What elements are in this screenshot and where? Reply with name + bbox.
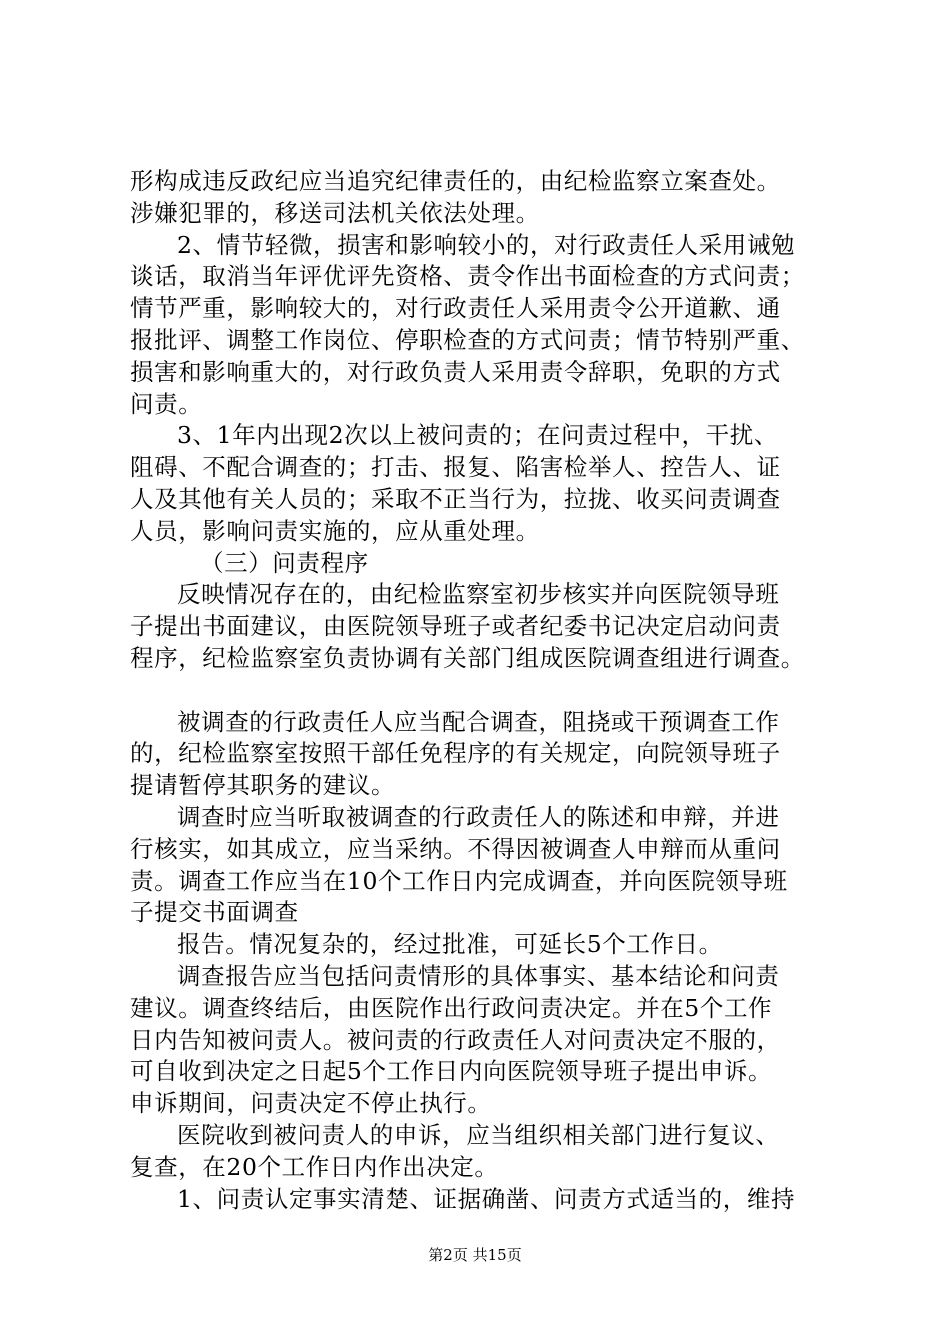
text-line: 子提出书面建议，由医院领导班子或者纪委书记决定启动问责 bbox=[130, 612, 781, 641]
paragraph-start: 医院收到被问责人的申诉，应当组织相关部门进行复议、 bbox=[177, 1120, 780, 1149]
text-line: 损害和影响重大的，对行政负责人采用责令辞职，免职的方式 bbox=[130, 357, 781, 386]
text-line: 报批评、调整工作岗位、停职检查的方式问责；情节特别严重、 bbox=[130, 325, 805, 354]
page-number-footer: 第2页 共15页 bbox=[428, 1246, 522, 1264]
text-line: 谈话，取消当年评优评先资格、责令作出书面检查的方式问责； bbox=[130, 262, 805, 291]
paragraph-start: 1、问责认定事实清楚、证据确凿、问责方式适当的，维持 bbox=[177, 1184, 796, 1213]
text-line: 行核实，如其成立，应当采纳。不得因被调查人申辩而从重问 bbox=[130, 834, 781, 863]
text-line: 建议。调查终结后，由医院作出行政问责决定。并在5个工作 bbox=[130, 993, 773, 1022]
paragraph-start: 2、情节轻微，损害和影响较小的，对行政责任人采用诫勉 bbox=[177, 230, 796, 259]
section-heading: （三）问责程序 bbox=[200, 548, 369, 577]
text-line: 形构成违反政纪应当追究纪律责任的，由纪检监察立案查处。 bbox=[130, 167, 781, 195]
paragraph-start: 调查报告应当包括问责情形的具体事实、基本结论和问责 bbox=[177, 961, 780, 990]
text-line: 涉嫌犯罪的，移送司法机关依法处理。 bbox=[130, 198, 540, 227]
text-line: 人及其他有关人员的；采取不正当行为，拉拢、收买问责调查 bbox=[130, 484, 781, 513]
paragraph-start: 反映情况存在的，由纪检监察室初步核实并向医院领导班 bbox=[177, 580, 780, 609]
paragraph-start: 调查时应当听取被调查的行政责任人的陈述和申辩，并进 bbox=[177, 802, 780, 831]
paragraph-start: 3、1年内出现2次以上被问责的；在问责过程中，干扰、 bbox=[177, 421, 778, 450]
text-line: 情节严重，影响较大的，对行政责任人采用责令公开道歉、通 bbox=[130, 294, 781, 323]
blank-line bbox=[130, 675, 845, 707]
text-line: 日内告知被问责人。被问责的行政责任人对问责决定不服的， bbox=[130, 1025, 781, 1054]
text-line: 申诉期间，问责决定不停止执行。 bbox=[130, 1089, 492, 1118]
text-line: 子提交书面调查 bbox=[130, 898, 299, 927]
text-line: 的，纪检监察室按照干部任免程序的有关规定，向院领导班子 bbox=[130, 739, 781, 768]
text-line: 人员，影响问责实施的，应从重处理。 bbox=[130, 516, 540, 545]
document-body bbox=[130, 166, 845, 1215]
text-line: 责。调查工作应当在10个工作日内完成调查，并向医院领导班 bbox=[130, 866, 788, 895]
paragraph-start: 被调查的行政责任人应当配合调查，阻挠或干预调查工作 bbox=[177, 707, 780, 736]
text-line: 复查，在20个工作日内作出决定。 bbox=[130, 1152, 499, 1181]
text-line: 程序，纪检监察室负责协调有关部门组成医院调查组进行调查。 bbox=[130, 643, 805, 672]
text-line: 阻碍、不配合调查的；打击、报复、陷害检举人、控告人、证 bbox=[130, 453, 781, 482]
text-line: 问责。 bbox=[130, 389, 203, 418]
paragraph-start: 报告。情况复杂的，经过批准，可延长5个工作日。 bbox=[177, 930, 723, 959]
text-line: 可自收到决定之日起5个工作日内向医院领导班子提出申诉。 bbox=[130, 1057, 773, 1086]
text-line: 提请暂停其职务的建议。 bbox=[130, 771, 396, 800]
